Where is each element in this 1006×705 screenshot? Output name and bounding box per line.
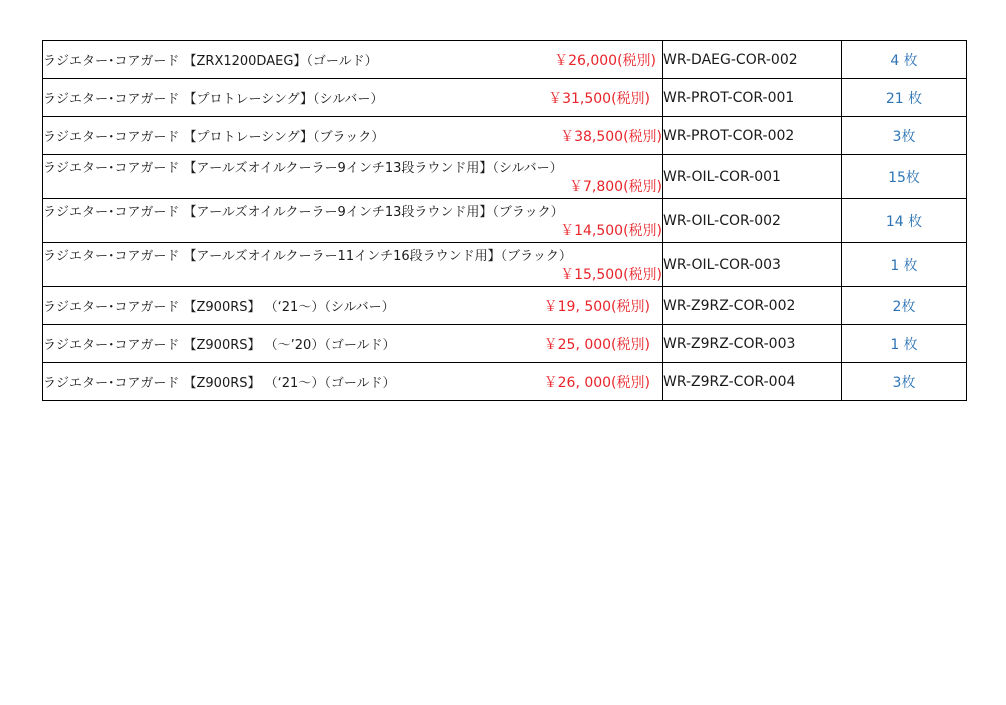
product-name-cell xyxy=(43,287,663,325)
product-quantity: 2枚 xyxy=(842,287,967,325)
product-table-body xyxy=(43,41,967,401)
product-name: ラジエター･コアガード 【アールズオイルクーラー9インチ13段ラウンド用】（シルバー） xyxy=(43,161,563,176)
product-name-cell xyxy=(43,41,663,79)
product-price: ￥26,000(税別) xyxy=(554,52,656,69)
product-name: ラジエター･コアガード 【プロトレーシング】（ブラック） xyxy=(43,130,385,145)
product-name: ラジエター･コアガード 【ZRX1200DAEG】（ゴールド） xyxy=(43,54,378,69)
product-price: ￥38,500(税別) xyxy=(560,128,662,145)
product-price: ￥19, 500(税別) xyxy=(543,298,650,315)
product-quantity: 4 枚 xyxy=(842,41,967,79)
table-row xyxy=(43,363,967,401)
table-row xyxy=(43,79,967,117)
product-code: WR-DAEG-COR-002 xyxy=(663,41,842,79)
product-quantity: 15枚 xyxy=(842,155,967,199)
product-quantity: 3枚 xyxy=(842,363,967,401)
product-code: WR-PROT-COR-001 xyxy=(663,79,842,117)
product-price: ￥26, 000(税別) xyxy=(543,374,650,391)
product-quantity: 3枚 xyxy=(842,117,967,155)
product-name: ラジエター･コアガード 【アールズオイルクーラー9インチ13段ラウンド用】（ブラック） xyxy=(43,205,564,220)
product-name-cell xyxy=(43,325,663,363)
product-code: WR-OIL-COR-001 xyxy=(663,155,842,199)
product-name: ラジエター･コアガード 【Z900RS】 （～’20）（ゴールド） xyxy=(43,338,396,353)
product-name: ラジエター･コアガード 【Z900RS】 （‘21～）（シルバー） xyxy=(43,300,395,315)
product-price: ￥25, 000(税別) xyxy=(543,336,650,353)
product-quantity: 1 枚 xyxy=(842,243,967,287)
product-name: ラジエター･コアガード 【アールズオイルクーラー11インチ16段ラウンド用】（ブラック） xyxy=(43,249,572,264)
table-row xyxy=(43,199,967,243)
table-row xyxy=(43,287,967,325)
product-quantity: 1 枚 xyxy=(842,325,967,363)
product-code: WR-Z9RZ-COR-002 xyxy=(663,287,842,325)
product-code: WR-OIL-COR-003 xyxy=(663,243,842,287)
product-price: ￥7,800(税別) xyxy=(568,179,662,195)
product-name-cell xyxy=(43,363,663,401)
table-row xyxy=(43,325,967,363)
product-name-cell xyxy=(43,79,663,117)
product-table xyxy=(42,40,967,401)
product-name: ラジエター･コアガード 【プロトレーシング】（シルバー） xyxy=(43,92,384,107)
table-row xyxy=(43,41,967,79)
table-row xyxy=(43,117,967,155)
product-name-cell xyxy=(43,199,663,243)
product-code: WR-Z9RZ-COR-003 xyxy=(663,325,842,363)
table-row xyxy=(43,243,967,287)
product-price: ￥14,500(税別) xyxy=(560,223,662,239)
product-name: ラジエター･コアガード 【Z900RS】 （‘21～）（ゴールド） xyxy=(43,376,396,391)
product-quantity: 21 枚 xyxy=(842,79,967,117)
product-code: WR-PROT-COR-002 xyxy=(663,117,842,155)
product-quantity: 14 枚 xyxy=(842,199,967,243)
product-code: WR-OIL-COR-002 xyxy=(663,199,842,243)
product-price: ￥31,500(税別) xyxy=(548,90,650,107)
product-price: ￥15,500(税別) xyxy=(560,267,662,283)
product-name-cell xyxy=(43,243,663,287)
product-name-cell xyxy=(43,155,663,199)
table-row xyxy=(43,155,967,199)
product-name-cell xyxy=(43,117,663,155)
product-code: WR-Z9RZ-COR-004 xyxy=(663,363,842,401)
